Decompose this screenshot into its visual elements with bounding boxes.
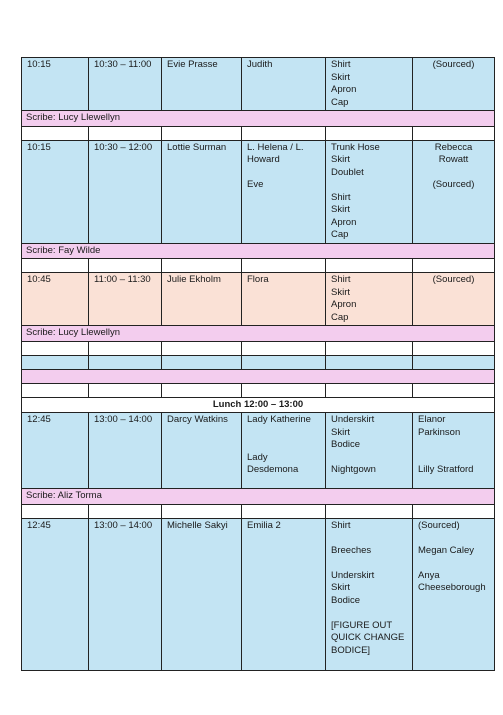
source-cell: (Sourced) Megan Caley Anya Cheeseborough [413, 518, 495, 670]
empty-cell [413, 259, 495, 273]
empty-cell [22, 126, 89, 140]
scribe-row [22, 326, 495, 342]
call-time-cell: 10:45 [22, 273, 89, 326]
empty-cell [89, 504, 162, 518]
source-cell: (Sourced) [413, 58, 495, 111]
empty-cell [242, 341, 326, 355]
scribe-row [22, 111, 495, 127]
spacer-row [22, 341, 495, 355]
table-row [22, 518, 495, 670]
empty-cell [326, 355, 413, 369]
role-cell: Judith [242, 58, 326, 111]
spacer-row [22, 259, 495, 273]
lunch-cell: Lunch 12:00 – 13:00 [22, 397, 495, 413]
empty-cell [162, 126, 242, 140]
performer-cell: Lottie Surman [162, 140, 242, 243]
empty-cell [22, 341, 89, 355]
empty-cell [242, 259, 326, 273]
spacer-row [22, 504, 495, 518]
costume-cell: Underskirt Skirt Bodice Nightgown [326, 413, 413, 489]
empty-cell [326, 126, 413, 140]
empty-cell [413, 383, 495, 397]
scribe-cell: Scribe: Aliz Torma [22, 489, 495, 505]
empty-cell [413, 504, 495, 518]
empty-cell [242, 504, 326, 518]
empty-cell [162, 259, 242, 273]
source-cell: (Sourced) [413, 273, 495, 326]
empty-cell [89, 355, 162, 369]
slot-time-cell: 13:00 – 14:00 [89, 413, 162, 489]
spacer-row [22, 383, 495, 397]
empty-cell [413, 355, 495, 369]
costume-cell: Shirt Skirt Apron Cap [326, 273, 413, 326]
schedule-table [21, 57, 495, 671]
performer-cell: Michelle Sakyi [162, 518, 242, 670]
slot-time-cell: 11:00 – 11:30 [89, 273, 162, 326]
table-row [22, 273, 495, 326]
empty-cell [242, 383, 326, 397]
empty-cell [326, 341, 413, 355]
empty-cell [326, 383, 413, 397]
empty-cell [413, 341, 495, 355]
scribe-row [22, 243, 495, 259]
empty-cell [22, 355, 89, 369]
scribe-cell [22, 369, 495, 383]
empty-cell [89, 259, 162, 273]
role-cell: L. Helena / L. Howard Eve [242, 140, 326, 243]
empty-cell [162, 504, 242, 518]
empty-cell [242, 355, 326, 369]
empty-cell [413, 126, 495, 140]
table-row [22, 413, 495, 489]
performer-cell: Evie Prasse [162, 58, 242, 111]
empty-cell [22, 504, 89, 518]
empty-cell [22, 383, 89, 397]
slot-time-cell: 10:30 – 11:00 [89, 58, 162, 111]
call-time-cell: 10:15 [22, 58, 89, 111]
empty-cell [89, 341, 162, 355]
empty-cell [162, 341, 242, 355]
performer-cell: Darcy Watkins [162, 413, 242, 489]
lunch-row [22, 397, 495, 413]
costume-cell: Trunk Hose Skirt Doublet Shirt Skirt Apron Cap [326, 140, 413, 243]
empty-cell [326, 259, 413, 273]
call-time-cell: 12:45 [22, 518, 89, 670]
empty-cell [89, 383, 162, 397]
role-cell: Lady Katherine Lady Desdemona [242, 413, 326, 489]
empty-cell [242, 126, 326, 140]
source-cell: Rebecca Rowatt (Sourced) [413, 140, 495, 243]
table-row [22, 140, 495, 243]
call-time-cell: 12:45 [22, 413, 89, 489]
costume-cell: Shirt Breeches Underskirt Skirt Bodice [FIGURE OUT QUICK CHANGE BODICE] [326, 518, 413, 670]
empty-cell [162, 355, 242, 369]
scribe-cell: Scribe: Fay Wilde [22, 243, 495, 259]
spacer-row [22, 126, 495, 140]
empty-cell [22, 259, 89, 273]
role-cell: Flora [242, 273, 326, 326]
performer-cell: Julie Ekholm [162, 273, 242, 326]
slot-time-cell: 13:00 – 14:00 [89, 518, 162, 670]
source-cell: Elanor Parkinson Lilly Stratford [413, 413, 495, 489]
role-cell: Emilia 2 [242, 518, 326, 670]
slot-time-cell: 10:30 – 12:00 [89, 140, 162, 243]
empty-cell [89, 126, 162, 140]
empty-cell [162, 383, 242, 397]
costume-cell: Shirt Skirt Apron Cap [326, 58, 413, 111]
scribe-cell: Scribe: Lucy Llewellyn [22, 111, 495, 127]
scribe-row [22, 369, 495, 383]
scribe-cell: Scribe: Lucy Llewellyn [22, 326, 495, 342]
call-time-cell: 10:15 [22, 140, 89, 243]
empty-cell [326, 504, 413, 518]
spacer-row [22, 355, 495, 369]
table-row [22, 58, 495, 111]
scribe-row [22, 489, 495, 505]
